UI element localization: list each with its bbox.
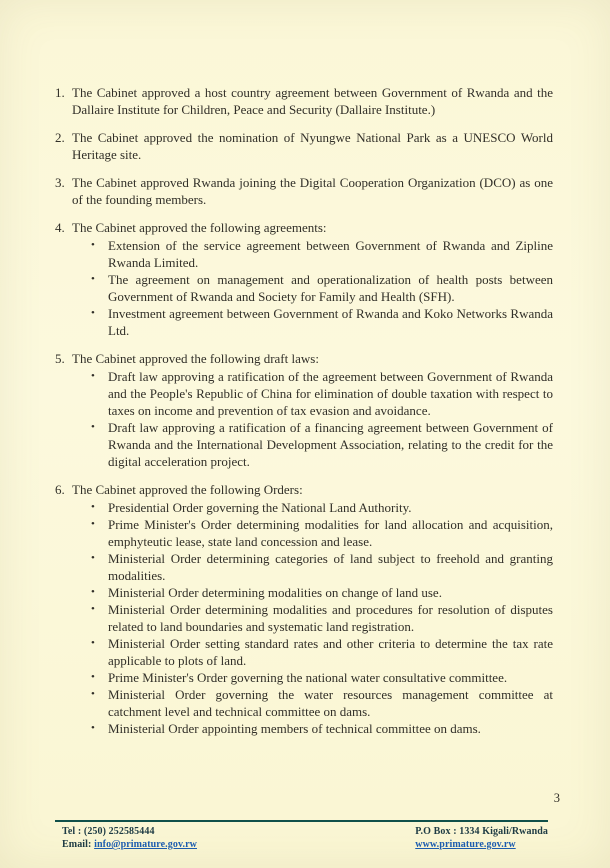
bullet-text: Prime Minister's Order determining modalities for land allocation and acquisition, emphyteutic lease, state land concession and lease. <box>108 517 553 549</box>
bullet-item <box>72 499 553 516</box>
footer-email-row <box>62 838 197 851</box>
bullet-icon: • <box>91 586 95 598</box>
footer-email-label: Email: <box>62 839 92 850</box>
bullet-icon: • <box>91 421 95 433</box>
item-number: 1. <box>55 85 65 100</box>
bullet-item <box>72 550 553 584</box>
list-item-1 <box>55 84 553 118</box>
bullet-text: Ministerial Order determining categories of land subject to freehold and granting modalities. <box>108 551 553 583</box>
footer-pobox: P.O Box : 1334 Kigali/Rwanda <box>415 826 548 837</box>
bullet-icon: • <box>91 307 95 319</box>
bullet-item <box>72 584 553 601</box>
bullet-icon: • <box>91 273 95 285</box>
bullet-icon: • <box>91 518 95 530</box>
bullet-text: Ministerial Order governing the water resources management committee at catchment level and technical committee on dams. <box>108 687 553 719</box>
bullet-item <box>72 271 553 305</box>
bullet-text: Ministerial Order determining modalities on change of land use. <box>108 585 442 600</box>
bullet-text: Prime Minister's Order governing the national water consultative committee. <box>108 670 508 685</box>
item-number: 2. <box>55 130 65 145</box>
bullet-text: Draft law approving a ratification of a financing agreement between Government of Rwanda and the International Development Association, relating to the credit for the digital acceleration project. <box>108 420 553 469</box>
bullet-text: Investment agreement between Government of Rwanda and Koko Networks Rwanda Ltd. <box>108 306 553 338</box>
list-item-2 <box>55 129 553 163</box>
item-text: The Cabinet approved the following Orders: <box>72 482 303 497</box>
footer-contact-left <box>55 825 197 851</box>
bullet-item <box>72 686 553 720</box>
page-number: 3 <box>553 791 560 805</box>
bullet-icon: • <box>91 722 95 734</box>
list-item-3 <box>55 174 553 208</box>
list-item-4 <box>55 219 553 339</box>
item-text: The Cabinet approved the nomination of Nyungwe National Park as a UNESCO World Heritage site. <box>72 130 553 162</box>
bullet-item <box>72 635 553 669</box>
item-text: The Cabinet approved a host country agreement between Government of Rwanda and the Dallaire Institute for Children, Peace and Security (Dallaire Institute.) <box>72 85 553 117</box>
bullet-item <box>72 669 553 686</box>
bullet-icon: • <box>91 552 95 564</box>
bullet-text: Ministerial Order appointing members of technical committee on dams. <box>108 721 481 736</box>
item-text: The Cabinet approved the following agreements: <box>72 220 327 235</box>
bullet-text: Ministerial Order setting standard rates and other criteria to determine the tax rate applicable to plots of land. <box>108 636 553 668</box>
bullet-text: Ministerial Order determining modalities and procedures for resolution of disputes related to land boundaries and systematic land registration. <box>108 602 553 634</box>
item-number: 5. <box>55 351 65 366</box>
bullet-list <box>72 237 553 339</box>
bullet-icon: • <box>91 637 95 649</box>
footer <box>55 820 548 851</box>
footer-website-link[interactable]: www.primature.gov.rw <box>415 839 516 850</box>
list-item-6 <box>55 481 553 737</box>
bullet-icon: • <box>91 239 95 251</box>
item-text: The Cabinet approved the following draft laws: <box>72 351 319 366</box>
item-text: The Cabinet approved Rwanda joining the Digital Cooperation Organization (DCO) as one of the founding members. <box>72 175 553 207</box>
bullet-text: The agreement on management and operationalization of health posts between Government of Rwanda and Society for Family and Health (SFH). <box>108 272 553 304</box>
bullet-list <box>72 499 553 737</box>
bullet-item <box>72 237 553 271</box>
item-number: 4. <box>55 220 65 235</box>
list-item-5 <box>55 350 553 470</box>
bullet-text: Draft law approving a ratification of the agreement between Government of Rwanda and the People's Republic of China for elimination of double taxation with respect to taxes on income and prevention of tax evasion and avoidance. <box>108 369 553 418</box>
footer-contact-right <box>415 825 548 851</box>
bullet-item <box>72 516 553 550</box>
bullet-text: Extension of the service agreement between Government of Rwanda and Zipline Rwanda Limited. <box>108 238 553 270</box>
bullet-icon: • <box>91 603 95 615</box>
item-number: 6. <box>55 482 65 497</box>
bullet-item <box>72 720 553 737</box>
bullet-list <box>72 368 553 470</box>
bullet-icon: • <box>91 501 95 513</box>
bullet-item <box>72 601 553 635</box>
bullet-icon: • <box>91 688 95 700</box>
bullet-item <box>72 368 553 419</box>
item-number: 3. <box>55 175 65 190</box>
bullet-item <box>72 305 553 339</box>
bullet-icon: • <box>91 370 95 382</box>
footer-tel: Tel : (250) 252585444 <box>62 826 155 837</box>
bullet-icon: • <box>91 671 95 683</box>
bullet-text: Presidential Order governing the National Land Authority. <box>108 500 412 515</box>
bullet-item <box>72 419 553 470</box>
footer-email-link[interactable]: info@primature.gov.rw <box>94 839 197 850</box>
